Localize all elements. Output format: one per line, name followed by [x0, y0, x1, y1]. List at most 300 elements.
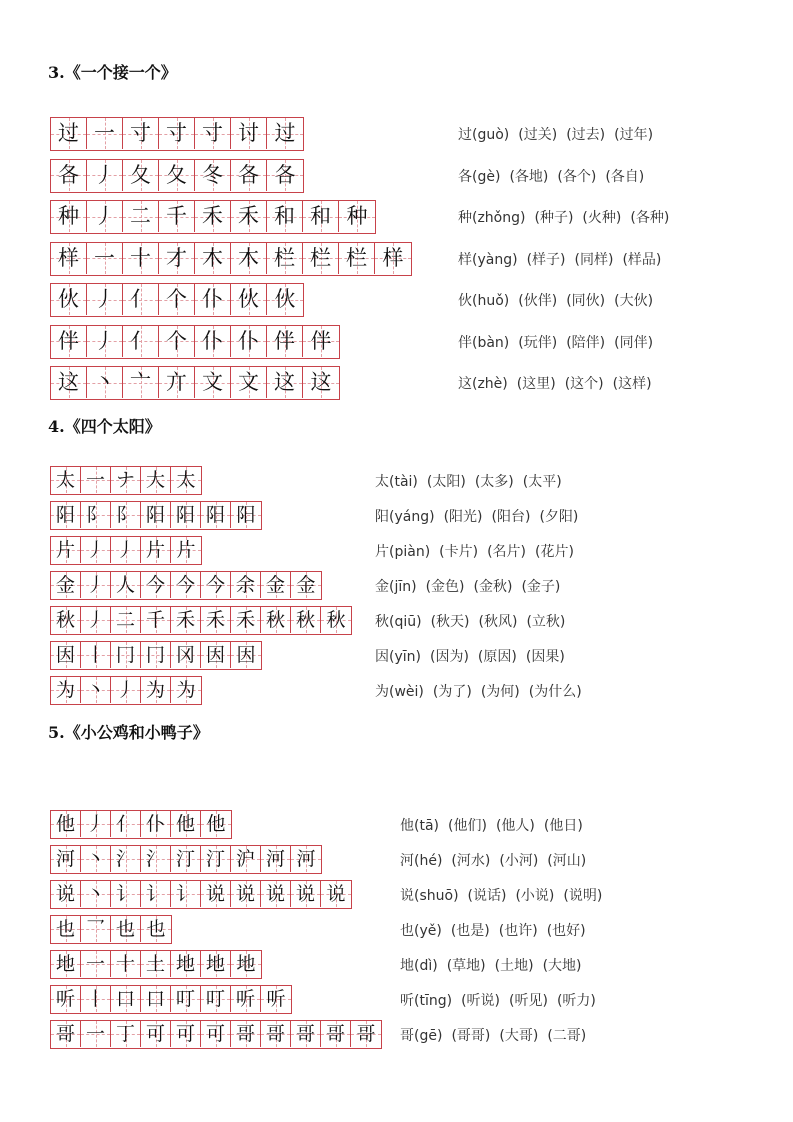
vocab-word: (他们)	[448, 818, 487, 834]
stroke-cell	[201, 986, 231, 1012]
vocab-word: (秋天)	[430, 614, 470, 630]
vocab-word: (金色)	[425, 579, 465, 595]
stroke-glyph: 今	[205, 573, 225, 596]
stroke-glyph: 他	[175, 812, 195, 835]
stroke-cell	[291, 607, 321, 633]
vocab-line	[375, 541, 574, 561]
stroke-glyph: 听	[266, 987, 286, 1010]
vocab-word: (太多)	[474, 474, 514, 490]
character-glyph: 秋	[55, 608, 75, 631]
stroke-cell	[81, 811, 111, 837]
stroke-glyph: 今	[175, 573, 195, 596]
vocab-line	[400, 815, 583, 835]
stroke-glyph: 说	[326, 882, 346, 905]
vocab-word: (说话)	[467, 888, 507, 904]
vocab-word: (草地)	[446, 958, 486, 974]
stroke-order-grid	[50, 325, 340, 359]
stroke-glyph: 阝	[115, 503, 135, 526]
stroke-glyph: 哥	[265, 1022, 285, 1045]
stroke-glyph: 阝	[85, 503, 105, 526]
stroke-glyph: 夂	[166, 162, 187, 187]
section-heading: 3.《一个接一个》	[48, 63, 177, 82]
vocab-word: (各个)	[557, 168, 597, 185]
vocab-character: 各	[458, 168, 472, 185]
stroke-glyph: 丿	[94, 287, 115, 311]
vocab-word: (样子)	[526, 251, 566, 268]
stroke-cell	[81, 846, 111, 872]
stroke-glyph: 禾	[238, 204, 259, 228]
stroke-cell	[267, 243, 303, 274]
character-glyph: 地	[55, 952, 75, 975]
stroke-glyph: 丿	[85, 538, 105, 561]
stroke-cell	[201, 881, 231, 907]
character-cell	[51, 572, 81, 598]
pinyin: (yáng)	[389, 509, 435, 525]
character-glyph: 伴	[58, 328, 79, 353]
character-glyph: 种	[58, 204, 79, 228]
stroke-cell	[111, 642, 141, 668]
vocab-line	[375, 576, 560, 596]
stroke-glyph: 这	[274, 370, 295, 394]
stroke-glyph: 丶	[94, 370, 115, 394]
vocab-line	[458, 332, 653, 352]
vocab-word: (因为)	[429, 649, 469, 665]
stroke-glyph: 丨	[85, 987, 105, 1010]
stroke-glyph: 讠	[175, 882, 195, 905]
stroke-cell	[231, 243, 267, 274]
pinyin: (gē)	[414, 1028, 443, 1044]
character-glyph: 说	[55, 882, 75, 905]
pinyin: (dì)	[414, 958, 438, 974]
vocab-word: (陪伴)	[566, 334, 606, 351]
stroke-cell	[81, 642, 111, 668]
vocab-word: (名片)	[487, 544, 527, 560]
stroke-cell	[111, 677, 141, 703]
stroke-cell	[201, 811, 231, 837]
stroke-glyph: 为	[176, 678, 196, 701]
stroke-cell	[87, 243, 123, 274]
stroke-cell	[81, 572, 111, 598]
stroke-cell	[291, 572, 321, 598]
stroke-glyph: 丿	[115, 678, 135, 701]
stroke-cell	[171, 677, 201, 703]
vocab-word: (火种)	[582, 210, 622, 226]
vocab-word: (听见)	[509, 993, 548, 1009]
stroke-cell	[111, 916, 141, 942]
vocab-word: (原因)	[477, 649, 517, 665]
stroke-glyph: 一	[85, 1022, 105, 1045]
stroke-glyph: 二	[130, 204, 151, 228]
pinyin: (tài)	[389, 474, 418, 490]
stroke-cell	[231, 160, 267, 191]
stroke-cell	[231, 284, 267, 315]
stroke-order-grid	[50, 810, 232, 839]
section-heading: 4.《四个太阳》	[48, 417, 161, 436]
stroke-glyph: 冂	[115, 643, 135, 666]
vocab-character: 地	[400, 958, 414, 974]
vocab-word: (卡片)	[439, 544, 479, 560]
stroke-cell	[261, 607, 291, 633]
stroke-glyph: 丿	[94, 162, 115, 187]
stroke-glyph: 秋	[265, 608, 285, 631]
pinyin: (jīn)	[389, 579, 417, 595]
stroke-glyph: 阳	[205, 503, 225, 526]
stroke-cell	[231, 607, 261, 633]
stroke-cell	[201, 572, 231, 598]
stroke-glyph: 种	[346, 204, 368, 228]
stroke-glyph: 样	[382, 245, 404, 270]
stroke-glyph: 人	[115, 573, 135, 596]
stroke-cell	[111, 881, 141, 907]
vocab-character: 太	[375, 474, 389, 490]
stroke-cell	[81, 537, 111, 563]
stroke-cell	[195, 367, 231, 398]
stroke-cell	[159, 118, 195, 149]
stroke-glyph: 乛	[85, 917, 105, 940]
character-glyph: 太	[55, 468, 75, 491]
stroke-cell	[81, 986, 111, 1012]
stroke-glyph: 丿	[94, 204, 115, 228]
stroke-glyph: 口	[145, 987, 165, 1010]
stroke-cell	[231, 201, 267, 232]
stroke-glyph: 个	[166, 328, 187, 353]
pinyin: (piàn)	[389, 544, 431, 560]
vocab-word: (同样)	[574, 251, 614, 268]
stroke-order-grid	[50, 985, 292, 1014]
pinyin: (hé)	[414, 853, 443, 869]
character-cell	[51, 607, 81, 633]
pinyin: (qiū)	[389, 614, 422, 630]
stroke-glyph: 他	[206, 812, 226, 835]
stroke-glyph: 和	[274, 204, 295, 228]
stroke-order-grid	[50, 159, 304, 193]
character-glyph: 哥	[55, 1022, 75, 1045]
stroke-cell	[231, 367, 267, 398]
character-cell	[51, 367, 87, 398]
vocab-line	[458, 249, 661, 269]
stroke-cell	[123, 326, 159, 357]
stroke-glyph: 和	[310, 204, 331, 228]
stroke-glyph: 亻	[130, 287, 151, 311]
vocab-word: (同伴)	[614, 334, 654, 351]
character-cell	[51, 467, 81, 493]
stroke-glyph: 一	[94, 245, 115, 270]
stroke-cell	[171, 951, 201, 977]
vocab-word: (也好)	[546, 923, 586, 939]
character-glyph: 样	[58, 245, 79, 270]
vocab-word: (立秋)	[526, 614, 566, 630]
pinyin: (yě)	[414, 923, 442, 939]
vocab-word: (过去)	[566, 127, 606, 143]
stroke-cell	[111, 846, 141, 872]
stroke-glyph: 丿	[85, 812, 105, 835]
stroke-glyph: 文	[238, 370, 259, 394]
stroke-glyph: 说	[265, 882, 285, 905]
character-cell	[51, 243, 87, 274]
stroke-cell	[87, 367, 123, 398]
stroke-cell	[141, 986, 171, 1012]
stroke-cell	[171, 607, 201, 633]
vocab-word: (大哥)	[499, 1028, 539, 1044]
vocab-line	[400, 955, 582, 975]
stroke-glyph: 十	[130, 245, 151, 270]
stroke-glyph: 丿	[115, 538, 135, 561]
vocab-line	[400, 920, 586, 940]
stroke-glyph: 叮	[175, 987, 195, 1010]
stroke-glyph: 亻	[115, 812, 135, 835]
stroke-cell	[321, 607, 351, 633]
stroke-cell	[141, 881, 171, 907]
stroke-cell	[159, 284, 195, 315]
stroke-cell	[111, 467, 141, 493]
stroke-cell	[231, 572, 261, 598]
vocab-word: (太平)	[522, 474, 562, 490]
vocab-line	[375, 471, 562, 491]
stroke-cell	[111, 951, 141, 977]
character-glyph: 河	[55, 847, 75, 870]
stroke-cell	[231, 502, 261, 528]
stroke-glyph: 可	[205, 1022, 225, 1045]
stroke-glyph: 文	[202, 370, 223, 394]
stroke-glyph: 过	[274, 121, 296, 145]
stroke-cell	[267, 160, 303, 191]
stroke-cell	[195, 243, 231, 274]
stroke-glyph: 丶	[85, 882, 105, 905]
vocab-line	[458, 166, 644, 186]
vocab-word: (夕阳)	[539, 509, 579, 525]
vocab-line	[400, 1025, 586, 1045]
stroke-glyph: 秋	[295, 608, 315, 631]
stroke-cell	[81, 607, 111, 633]
vocab-character: 种	[458, 210, 472, 226]
vocab-character: 秋	[375, 614, 389, 630]
stroke-glyph: 禾	[205, 608, 225, 631]
vocab-word: (样品)	[622, 251, 662, 268]
stroke-cell	[201, 607, 231, 633]
character-glyph: 各	[58, 162, 79, 187]
stroke-order-grid	[50, 501, 262, 530]
character-cell	[51, 677, 81, 703]
character-cell	[51, 284, 87, 315]
stroke-cell	[303, 201, 339, 232]
stroke-glyph: 伙	[274, 287, 296, 311]
stroke-cell	[321, 1021, 351, 1047]
stroke-glyph: 冈	[175, 643, 195, 666]
stroke-cell	[81, 502, 111, 528]
vocab-word: (金子)	[521, 579, 561, 595]
stroke-cell	[171, 642, 201, 668]
character-cell	[51, 537, 81, 563]
character-glyph: 他	[55, 812, 75, 835]
stroke-order-grid	[50, 117, 304, 151]
stroke-glyph: 说	[235, 882, 255, 905]
stroke-glyph: 地	[175, 952, 195, 975]
stroke-cell	[201, 1021, 231, 1047]
stroke-cell	[111, 1021, 141, 1047]
stroke-order-grid	[50, 950, 262, 979]
vocab-word: (听力)	[556, 993, 596, 1009]
stroke-cell	[141, 916, 171, 942]
pinyin: (tā)	[414, 818, 439, 834]
vocab-word: (二哥)	[547, 1028, 587, 1044]
stroke-glyph: ナ	[115, 468, 135, 491]
character-cell	[51, 201, 87, 232]
stroke-glyph: 木	[238, 245, 259, 270]
vocab-word: (阳台)	[491, 509, 531, 525]
vocab-word: (各地)	[509, 168, 549, 185]
vocab-character: 过	[458, 127, 472, 143]
stroke-cell	[141, 1021, 171, 1047]
vocab-character: 河	[400, 853, 414, 869]
stroke-glyph: 也	[146, 917, 166, 940]
stroke-glyph: 千	[145, 608, 165, 631]
vocab-line	[375, 646, 565, 666]
pinyin: (wèi)	[389, 684, 424, 700]
stroke-glyph: 伴	[310, 328, 332, 353]
vocab-word: (大伙)	[614, 293, 654, 309]
character-cell	[51, 916, 81, 942]
vocab-line	[458, 207, 669, 227]
character-cell	[51, 642, 81, 668]
stroke-cell	[231, 118, 267, 149]
stroke-cell	[339, 243, 375, 274]
stroke-glyph: 大	[145, 468, 165, 491]
stroke-cell	[141, 537, 171, 563]
stroke-cell	[261, 1021, 291, 1047]
vocab-character: 也	[400, 923, 414, 939]
stroke-glyph: 金	[296, 573, 316, 596]
vocab-word: (伙伴)	[518, 293, 558, 309]
stroke-glyph: 禾	[175, 608, 195, 631]
stroke-glyph: 丶	[85, 847, 105, 870]
stroke-glyph: 汀	[205, 847, 225, 870]
vocab-word: (大地)	[542, 958, 582, 974]
stroke-cell	[81, 467, 111, 493]
stroke-glyph: 丁	[115, 1022, 135, 1045]
vocab-line	[375, 611, 565, 631]
stroke-glyph: 寸	[166, 121, 187, 145]
character-cell	[51, 846, 81, 872]
stroke-glyph: 氵	[115, 847, 135, 870]
stroke-cell	[201, 502, 231, 528]
stroke-cell	[261, 846, 291, 872]
character-cell	[51, 811, 81, 837]
stroke-cell	[141, 811, 171, 837]
stroke-glyph: 丨	[85, 643, 105, 666]
vocab-character: 阳	[375, 509, 389, 525]
stroke-glyph: 一	[85, 952, 105, 975]
character-glyph: 过	[58, 121, 79, 145]
stroke-glyph: 地	[236, 952, 256, 975]
stroke-cell	[231, 951, 261, 977]
stroke-cell	[159, 326, 195, 357]
stroke-glyph: 今	[145, 573, 165, 596]
stroke-glyph: 阳	[236, 503, 256, 526]
stroke-order-grid	[50, 915, 172, 944]
vocab-word: (因果)	[525, 649, 565, 665]
stroke-order-grid	[50, 1020, 382, 1049]
stroke-glyph: 寸	[202, 121, 223, 145]
character-cell	[51, 160, 87, 191]
stroke-order-grid	[50, 641, 262, 670]
stroke-glyph: 讨	[238, 121, 259, 145]
vocab-character: 片	[375, 544, 389, 560]
stroke-glyph: 说	[295, 882, 315, 905]
stroke-glyph: 木	[202, 245, 223, 270]
stroke-cell	[141, 951, 171, 977]
stroke-glyph: 才	[166, 245, 187, 270]
stroke-order-grid	[50, 606, 352, 635]
stroke-glyph: 寸	[130, 121, 151, 145]
stroke-cell	[171, 502, 201, 528]
stroke-cell	[159, 160, 195, 191]
stroke-cell	[111, 607, 141, 633]
vocab-line	[400, 885, 602, 905]
stroke-glyph: 可	[175, 1022, 195, 1045]
stroke-glyph: 仆	[238, 328, 259, 353]
pinyin: (guò)	[472, 127, 510, 143]
vocab-character: 因	[375, 649, 389, 665]
stroke-glyph: 仆	[145, 812, 165, 835]
stroke-glyph: 阳	[145, 503, 165, 526]
stroke-cell	[351, 1021, 381, 1047]
stroke-cell	[87, 160, 123, 191]
vocab-line	[375, 506, 578, 526]
stroke-cell	[171, 572, 201, 598]
stroke-cell	[201, 642, 231, 668]
stroke-cell	[261, 572, 291, 598]
stroke-cell	[291, 881, 321, 907]
vocab-word: (为了)	[432, 684, 472, 700]
vocab-word: (听说)	[461, 993, 500, 1009]
vocab-character: 伴	[458, 334, 472, 351]
stroke-cell	[267, 201, 303, 232]
vocab-word: (太阳)	[426, 474, 466, 490]
pinyin: (huǒ)	[472, 293, 510, 309]
stroke-glyph: 各	[274, 162, 296, 187]
vocab-word: (小河)	[499, 853, 539, 869]
stroke-glyph: 十	[115, 952, 135, 975]
stroke-glyph: 亣	[166, 370, 187, 394]
stroke-order-grid	[50, 283, 304, 317]
vocab-character: 伙	[458, 293, 472, 309]
stroke-cell	[303, 367, 339, 398]
vocab-line	[458, 373, 652, 393]
stroke-cell	[123, 201, 159, 232]
character-glyph: 为	[55, 678, 75, 701]
vocab-character: 这	[458, 376, 472, 392]
character-glyph: 片	[55, 538, 75, 561]
stroke-cell	[111, 811, 141, 837]
stroke-glyph: 讠	[115, 882, 135, 905]
stroke-glyph: 一	[85, 468, 105, 491]
pinyin: (yīn)	[389, 649, 421, 665]
stroke-cell	[195, 284, 231, 315]
vocab-word: (过关)	[518, 127, 558, 143]
vocab-character: 听	[400, 993, 414, 1009]
vocab-word: (土地)	[494, 958, 534, 974]
vocab-character: 金	[375, 579, 389, 595]
stroke-cell	[123, 367, 159, 398]
stroke-order-grid	[50, 366, 340, 400]
vocab-word: (也是)	[450, 923, 490, 939]
stroke-cell	[141, 846, 171, 872]
stroke-cell	[81, 916, 111, 942]
stroke-cell	[141, 607, 171, 633]
stroke-cell	[159, 367, 195, 398]
stroke-cell	[171, 537, 201, 563]
character-glyph: 因	[55, 643, 75, 666]
